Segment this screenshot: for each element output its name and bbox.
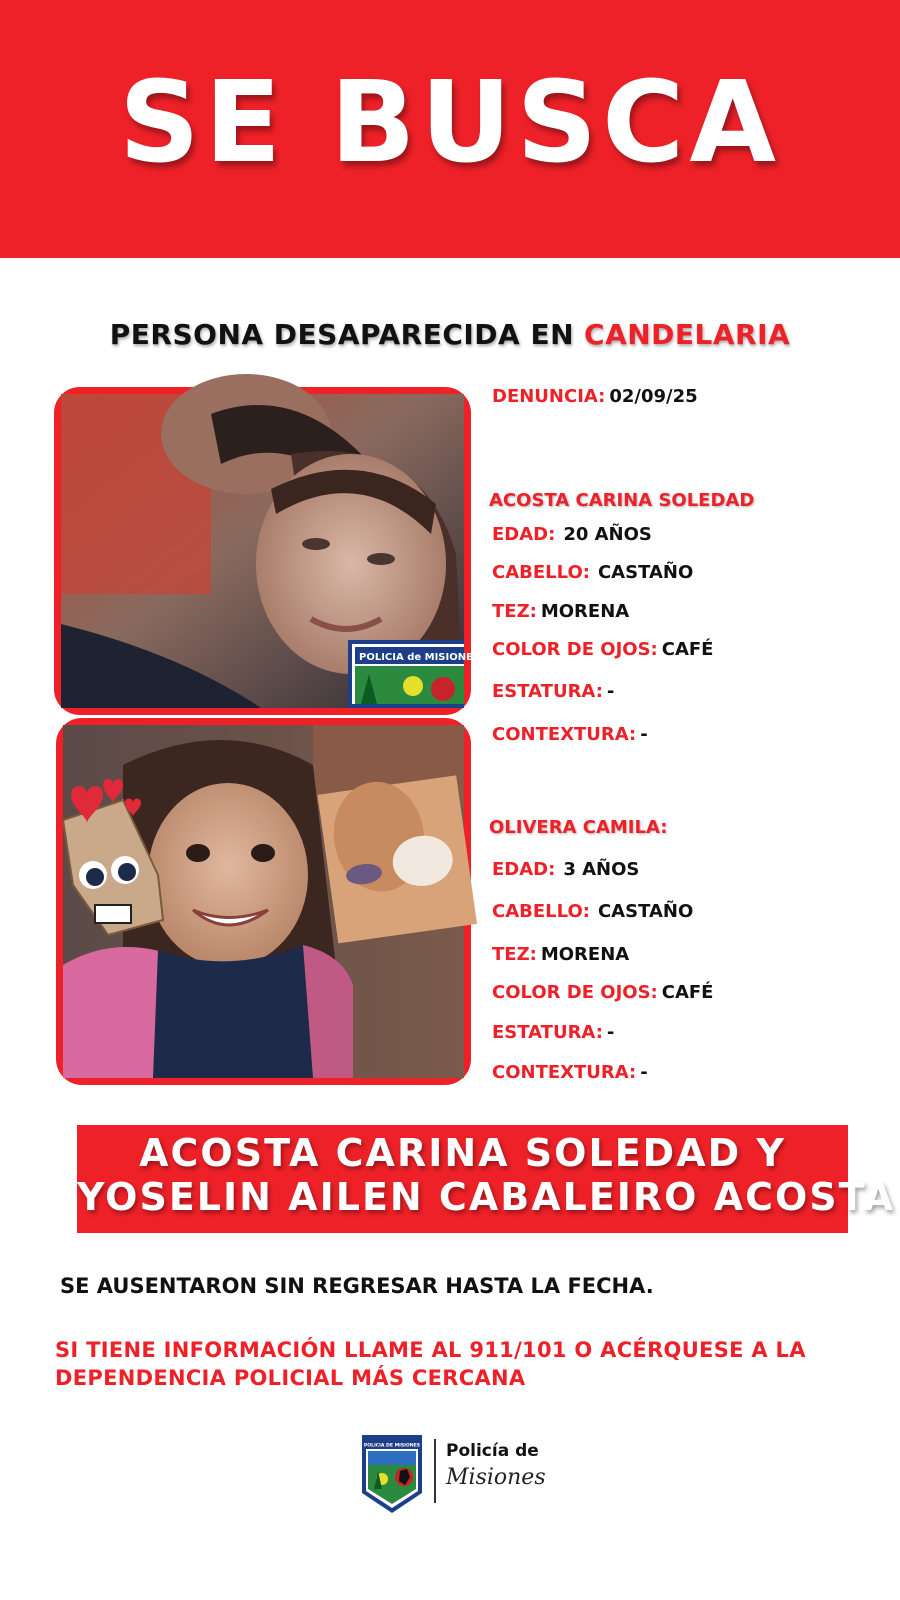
call-line-1: SI TIENE INFORMACIÓN LLAME AL 911/101 O ACÉRQUESE A LA: [55, 1338, 806, 1362]
age-label: EDAD:: [492, 524, 556, 545]
complaint-label: DENUNCIA:: [492, 386, 606, 407]
build-value: -: [640, 724, 648, 745]
person-1-height: [492, 681, 614, 702]
names-banner: [77, 1125, 896, 1233]
eyes-label: COLOR DE OJOS:: [492, 639, 658, 660]
photo-person-2-image: [63, 725, 464, 1078]
logo-name-line-2: Misiones: [446, 1465, 546, 1490]
eyes-value: CAFÉ: [661, 982, 714, 1003]
page-title: SE BUSCA: [118, 58, 781, 188]
complaint-value: 02/09/25: [609, 386, 698, 407]
person-1-eyes: [492, 639, 713, 660]
photo-person-1: [54, 387, 481, 715]
age-value: 3 AÑOS: [563, 859, 640, 880]
height-value: -: [606, 681, 615, 702]
person-2-build: [492, 1062, 648, 1083]
person-2-eyes: [492, 982, 713, 1003]
person-1-skin: [492, 601, 629, 622]
eyes-value: CAFÉ: [661, 639, 714, 660]
eyes-label: COLOR DE OJOS:: [492, 982, 658, 1003]
person-1-age: [492, 524, 652, 545]
height-label: ESTATURA:: [492, 681, 603, 702]
names-line-1: ACOSTA CARINA SOLEDAD Y: [139, 1131, 786, 1175]
person-2-name: OLIVERA CAMILA:: [489, 817, 668, 838]
shield-text: POLICIA DE MISIONES: [363, 1443, 421, 1449]
call-to-action: [55, 1336, 855, 1392]
photo-person-1-image: [61, 394, 481, 708]
hair-value: CASTAÑO: [597, 901, 694, 922]
age-label: EDAD:: [492, 859, 556, 880]
skin-label: TEZ:: [492, 944, 537, 965]
build-value: -: [640, 1062, 648, 1083]
person-2-skin: [492, 944, 629, 965]
build-label: CONTEXTURA:: [492, 724, 637, 745]
person-2-hair: [492, 901, 693, 922]
hair-value: CASTAÑO: [597, 562, 694, 583]
logo-name-line-1: Policía de: [446, 1441, 539, 1461]
complaint-date: [492, 386, 698, 407]
hair-label: CABELLO:: [492, 901, 590, 922]
subtitle-text: PERSONA DESAPARECIDA EN: [109, 318, 575, 351]
skin-label: TEZ:: [492, 601, 537, 622]
person-1-build: [492, 724, 648, 745]
subtitle: [0, 318, 900, 351]
police-shield-icon: [360, 1433, 424, 1515]
photo-person-2: [56, 718, 471, 1085]
person-1-name: ACOSTA CARINA SOLEDAD: [489, 490, 755, 511]
person-2-height: [492, 1022, 614, 1043]
skin-value: MORENA: [540, 601, 630, 622]
photo-badge-text: POLICIA de MISIONES: [359, 652, 481, 663]
hair-label: CABELLO:: [492, 562, 590, 583]
absence-text: SE AUSENTARON SIN REGRESAR HASTA LA FECHA.: [60, 1274, 654, 1298]
subtitle-place: CANDELARIA: [584, 318, 791, 351]
build-label: CONTEXTURA:: [492, 1062, 637, 1083]
height-value: -: [606, 1022, 615, 1043]
person-1-hair: [492, 562, 693, 583]
person-2-age: [492, 859, 639, 880]
logo-divider: [434, 1439, 436, 1503]
skin-value: MORENA: [540, 944, 630, 965]
age-value: 20 AÑOS: [563, 524, 652, 545]
names-line-2: YOSELIN AILEN CABALEIRO ACOSTA: [77, 1175, 896, 1219]
header-banner: [0, 0, 900, 258]
height-label: ESTATURA:: [492, 1022, 603, 1043]
call-line-2: DEPENDENCIA POLICIAL MÁS CERCANA: [55, 1366, 526, 1390]
police-logo: [360, 1433, 550, 1515]
